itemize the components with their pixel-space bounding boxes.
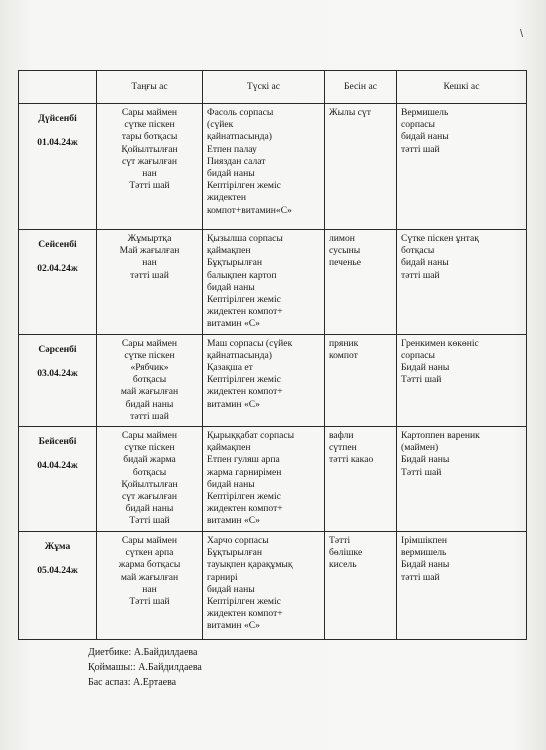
menu-item-line: Бұқтырылған bbox=[207, 547, 262, 559]
day-row bbox=[19, 532, 527, 640]
menu-item-line: бидай наны bbox=[125, 398, 174, 410]
menu-item-line: Қойылтылған bbox=[121, 143, 178, 155]
menu-item-line: (маймен) bbox=[401, 442, 439, 454]
menu-item-line: Етпен гуляш арпа bbox=[207, 454, 280, 466]
header-breakfast: Таңғы ас bbox=[97, 71, 203, 104]
menu-item-line: жидектен компот+ bbox=[207, 503, 283, 515]
dinner-cell bbox=[397, 230, 527, 335]
menu-item-line: ботқасы bbox=[401, 245, 435, 257]
menu-item-line: сүтке піскен bbox=[124, 442, 175, 454]
menu-item-line: сүткен арпа bbox=[125, 547, 174, 559]
menu-item-line: нан bbox=[142, 257, 157, 269]
menu-item-line: витамин «С» bbox=[207, 398, 260, 410]
menu-item-line: Қойылтылған bbox=[121, 478, 178, 490]
menu-item-line: май жағылған bbox=[120, 386, 179, 398]
header-day bbox=[19, 71, 97, 104]
menu-item-line: Тәтті шай bbox=[129, 180, 170, 192]
menu-item-line: Сары маймен bbox=[121, 107, 178, 118]
day-name: Жұма bbox=[44, 541, 71, 553]
day-name: Бейсенбі bbox=[38, 436, 77, 448]
day-date: 03.04.24ж bbox=[37, 367, 78, 379]
menu-item-line: Жылы сүт bbox=[329, 107, 371, 118]
day-cell bbox=[19, 532, 97, 640]
menu-item-line: Бидай наны bbox=[401, 362, 450, 374]
day-row bbox=[19, 230, 527, 335]
menu-item-line: нан bbox=[142, 168, 157, 180]
menu-item-line: Тәтті bbox=[329, 535, 351, 547]
day-row bbox=[19, 427, 527, 532]
menu-item-line: лимон bbox=[329, 233, 355, 244]
signature-dietitian: Диетбике: А.Байдилдаева bbox=[88, 647, 198, 658]
menu-item-line: жидектен bbox=[207, 192, 247, 204]
snack-cell bbox=[325, 334, 397, 426]
dinner-cell bbox=[397, 427, 527, 532]
header-lunch: Түскі ас bbox=[203, 71, 325, 104]
menu-item-line: Бұқтырылған bbox=[207, 257, 262, 269]
menu-item-line: Тәтті шай bbox=[129, 596, 170, 608]
signature-block bbox=[88, 645, 202, 690]
menu-item-line: жидектен компот+ bbox=[207, 386, 283, 398]
menu-item-line: Кептірілген жеміс bbox=[207, 491, 281, 503]
weekly-menu-table bbox=[18, 70, 527, 640]
menu-item-line: Маш сорпасы (сүйек bbox=[207, 337, 293, 349]
day-row bbox=[19, 334, 527, 426]
menu-item-line: май жағылған bbox=[120, 571, 179, 583]
menu-body bbox=[19, 104, 527, 640]
corner-mark: \ bbox=[520, 28, 524, 40]
menu-item-line: вафли bbox=[329, 430, 354, 442]
menu-item-line: Сары маймен bbox=[121, 430, 178, 442]
menu-item-line: витамин «С» bbox=[207, 318, 260, 330]
menu-item-line: компот+витамин«С» bbox=[207, 204, 292, 216]
menu-item-line: тауықпен қарақұмық bbox=[207, 559, 293, 571]
day-date: 02.04.24ж bbox=[37, 263, 78, 275]
menu-item-line: Қызылша сорпасы bbox=[207, 233, 283, 244]
dinner-cell bbox=[397, 334, 527, 426]
menu-item-line: Етпен палау bbox=[207, 143, 257, 155]
menu-item-line: сүтке піскен bbox=[124, 119, 175, 131]
menu-item-line: Бидай наны bbox=[401, 454, 450, 466]
header-row bbox=[19, 71, 527, 104]
snack-cell bbox=[325, 532, 397, 640]
menu-item-line: ботқасы bbox=[132, 466, 167, 478]
header-dinner: Кешкі ас bbox=[397, 71, 527, 104]
menu-item-line: бидай наны bbox=[401, 131, 449, 143]
menu-item-line: қайнатпасында) bbox=[207, 349, 272, 361]
menu-item-line: жидектен компот+ bbox=[207, 306, 283, 318]
menu-item-line: тәтті шай bbox=[401, 143, 440, 155]
menu-item-line: гарнирі bbox=[207, 571, 238, 583]
menu-item-line: Гренкимен көкөніс bbox=[401, 337, 479, 349]
menu-item-line: Фасоль сорпасы bbox=[207, 107, 274, 118]
menu-item-line: қаймақпен bbox=[207, 442, 251, 454]
menu-item-line: Пияздан салат bbox=[207, 155, 266, 167]
menu-item-line: Қазақша ет bbox=[207, 362, 253, 374]
menu-item-line: Тәтті шай bbox=[401, 466, 442, 478]
menu-item-line: Картоппен вареник bbox=[401, 430, 480, 442]
menu-item-line: сүт жағылған bbox=[121, 155, 178, 167]
menu-item-line: жидектен компот+ bbox=[207, 608, 283, 620]
menu-item-line: тәтті какао bbox=[329, 454, 374, 466]
day-date: 01.04.24ж bbox=[37, 137, 78, 149]
day-cell bbox=[19, 230, 97, 335]
menu-item-line: бидай наны bbox=[401, 257, 449, 269]
menu-item-line: сусыны bbox=[329, 245, 361, 257]
menu-item-line: Ірімшікпен bbox=[401, 535, 447, 547]
menu-item-line: Бидай наны bbox=[401, 559, 450, 571]
menu-item-line: Тәтті шай bbox=[129, 515, 170, 527]
menu-item-line: сорпасы bbox=[401, 119, 435, 131]
menu-item-line: Кептірілген жеміс bbox=[207, 596, 281, 608]
day-row bbox=[19, 104, 527, 230]
menu-item-line: Тәтті шай bbox=[401, 374, 442, 386]
lunch-cell bbox=[203, 230, 325, 335]
menu-item-line: сүт жағылған bbox=[121, 491, 178, 503]
menu-item-line: жарма гарнирімен bbox=[207, 466, 282, 478]
day-cell bbox=[19, 427, 97, 532]
day-name: Дүйсенбі bbox=[38, 113, 77, 124]
signature-storekeeper: Қоймашы:: А.Байдилдаева bbox=[88, 662, 202, 673]
header-snack: Бесін ас bbox=[325, 71, 397, 104]
menu-item-line: балықпен картоп bbox=[207, 269, 277, 281]
menu-item-line: печенье bbox=[329, 257, 362, 269]
menu-item-line: бидай жарма bbox=[123, 454, 176, 466]
menu-item-line: қаймақпен bbox=[207, 245, 251, 257]
menu-item-line: кисель bbox=[329, 559, 357, 571]
menu-item-line: ботқасы bbox=[132, 374, 167, 386]
menu-item-line: нан bbox=[142, 583, 157, 595]
snack-cell bbox=[325, 104, 397, 230]
dinner-cell bbox=[397, 532, 527, 640]
breakfast-cell bbox=[97, 104, 203, 230]
menu-item-line: Кептірілген жеміс bbox=[207, 180, 281, 192]
snack-cell bbox=[325, 427, 397, 532]
breakfast-cell bbox=[97, 334, 203, 426]
menu-item-line: тары ботқасы bbox=[121, 131, 178, 143]
lunch-cell bbox=[203, 334, 325, 426]
menu-item-line: компот bbox=[329, 349, 358, 361]
menu-item-line: тәтті шай bbox=[401, 269, 440, 281]
menu-item-line: Сары маймен bbox=[121, 337, 178, 349]
day-date: 05.04.24ж bbox=[37, 565, 78, 577]
dinner-cell bbox=[397, 104, 527, 230]
menu-item-line: бидай наны bbox=[207, 281, 255, 293]
menu-item-line: сүтпен bbox=[329, 442, 357, 454]
menu-item-line: Жұмыртқа bbox=[127, 233, 172, 244]
menu-item-line: сорпасы bbox=[401, 349, 435, 361]
day-cell bbox=[19, 334, 97, 426]
breakfast-cell bbox=[97, 532, 203, 640]
lunch-cell bbox=[203, 104, 325, 230]
day-name: Сейсенбі bbox=[38, 239, 77, 250]
menu-item-line: тәтті шай bbox=[130, 269, 169, 281]
breakfast-cell bbox=[97, 427, 203, 532]
signature-chef: Бас аспаз: А.Ертаева bbox=[88, 677, 177, 688]
menu-item-line: Кептірілген жеміс bbox=[207, 294, 281, 306]
day-name: Сәрсенбі bbox=[38, 343, 77, 355]
menu-item-line: қайнатпасында) bbox=[207, 131, 272, 143]
breakfast-cell bbox=[97, 230, 203, 335]
menu-item-line: жарма ботқасы bbox=[118, 559, 181, 571]
menu-item-line: тәтті шай bbox=[401, 571, 440, 583]
menu-item-line: витамин «С» bbox=[207, 620, 260, 632]
menu-item-line: тәтті шай bbox=[130, 410, 169, 422]
menu-item-line: «Рябчик» bbox=[130, 362, 169, 374]
menu-item-line: вермишель bbox=[401, 547, 447, 559]
menu-item-line: Харчо сорпасы bbox=[207, 535, 269, 547]
menu-item-line: бидай наны bbox=[207, 583, 255, 595]
menu-item-line: бидай наны bbox=[207, 478, 255, 490]
menu-item-line: Вермишель bbox=[401, 107, 449, 118]
lunch-cell bbox=[203, 427, 325, 532]
menu-item-line: (сүйек bbox=[207, 119, 234, 131]
menu-item-line: Сары маймен bbox=[121, 535, 178, 547]
snack-cell bbox=[325, 230, 397, 335]
menu-item-line: Қырыққабат сорпасы bbox=[207, 430, 295, 442]
menu-item-line: бидай наны bbox=[125, 503, 174, 515]
menu-item-line: Май жағылған bbox=[119, 245, 180, 257]
menu-item-line: сүтке піскен bbox=[124, 349, 175, 361]
lunch-cell bbox=[203, 532, 325, 640]
day-cell bbox=[19, 104, 97, 230]
menu-item-line: бидай наны bbox=[207, 168, 255, 180]
menu-item-line: витамин «С» bbox=[207, 515, 260, 527]
menu-item-line: пряник bbox=[329, 337, 359, 349]
menu-item-line: Сүтке піскен ұнтақ bbox=[401, 233, 479, 244]
menu-item-line: Кептірілген жеміс bbox=[207, 374, 281, 386]
menu-item-line: бөлішке bbox=[329, 547, 363, 559]
day-date: 04.04.24ж bbox=[37, 460, 78, 472]
